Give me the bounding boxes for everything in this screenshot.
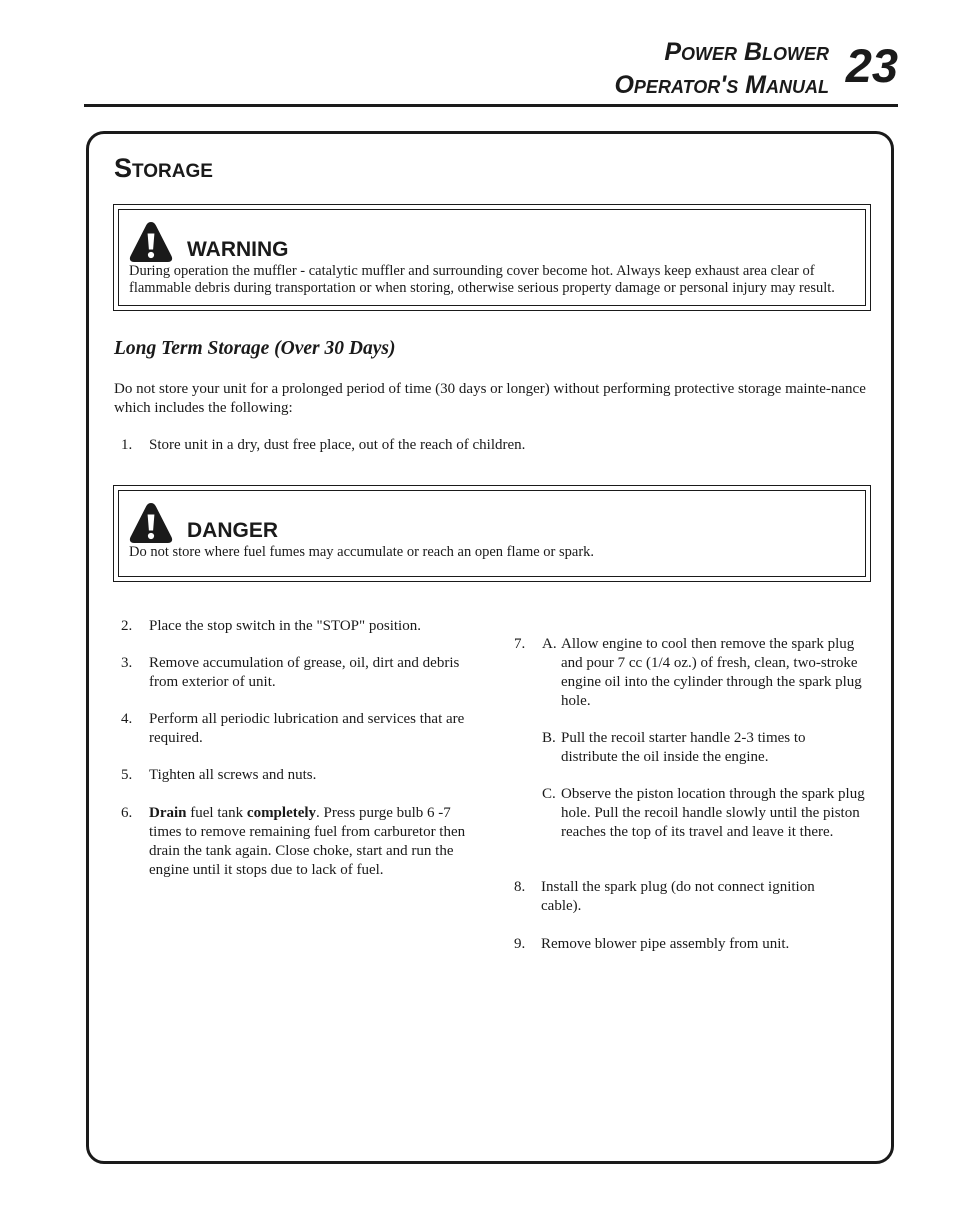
header-divider (84, 104, 898, 107)
substep-letter: C. (542, 786, 556, 802)
step-text: Perform all periodic lubrication and services that are required. (149, 711, 465, 746)
substep-text: Observe the piston location through the spark plug hole. Pull the recoil handle slowly until the piston reaches the top of its travel and leave it there. (561, 786, 865, 840)
substep-text: Allow engine to cool then remove the spark plug and pour 7 cc (1/4 oz.) of fresh, clean, two-stroke engine oil into the cylinder through the spark plug hole. (561, 636, 862, 709)
page-number: 23 (845, 39, 898, 92)
step-number: 8. (514, 879, 526, 895)
step-number: 9. (514, 936, 526, 952)
step-text: Store unit in a dry, dust free place, out of the reach of children. (149, 437, 526, 453)
warning-inner (118, 209, 866, 306)
step-text: Remove accumulation of grease, oil, dirt and debris from exterior of unit. (149, 655, 460, 690)
warning-triangle-icon (129, 502, 173, 544)
step-number: 2. (121, 618, 133, 634)
step-text: Install the spark plug (do not connect ignition cable). (541, 879, 815, 914)
danger-text: Do not store where fuel fumes may accumulate or reach an open flame or spark. (129, 544, 595, 560)
manual-title-line2: Operator's Manual (614, 71, 829, 99)
step-number: 5. (121, 767, 133, 783)
step-number: 7. (514, 636, 526, 652)
warning-header (129, 221, 859, 263)
warning-box (113, 204, 871, 311)
manual-title (614, 36, 829, 102)
danger-header (129, 502, 859, 544)
step-text: Place the stop switch in the "STOP" position. (149, 618, 421, 634)
substep-letter: A. (542, 636, 557, 652)
warning-text: During operation the muffler - catalytic muffler and surrounding cover become hot. Always keep exhaust area clear of flammable debris during transportation or when storing, otherwise serious property damage or personal injury may result. (129, 263, 835, 296)
step-bold-completely: completely (246, 805, 317, 821)
step-text: Tighten all screws and nuts. (149, 767, 317, 783)
long-term-storage-intro: Do not store your unit for a prolonged period of time (30 days or longer) without performing protective storage mainte-nance which includes the following: (114, 381, 866, 416)
danger-title: DANGER (187, 519, 279, 542)
step-text (149, 804, 483, 880)
manual-title-line1: Power Blower (664, 38, 829, 66)
substep-letter: B. (542, 730, 556, 746)
danger-inner (118, 490, 866, 577)
warning-triangle-icon (129, 221, 173, 263)
long-term-storage-heading: Long Term Storage (Over 30 Days) (114, 338, 396, 359)
step-number: 3. (121, 655, 133, 671)
danger-box (113, 485, 871, 582)
step-text: Remove blower pipe assembly from unit. (541, 936, 790, 952)
step-number: 4. (121, 711, 133, 727)
section-title: Storage (114, 153, 213, 183)
step-number: 6. (121, 805, 133, 821)
step-text-part1: fuel tank (186, 805, 247, 821)
step-bold-drain: Drain (149, 805, 187, 821)
step-text-part2: . Press purge bulb 6 -7 times to remove remaining fuel from carburetor then drain the tank again. Close choke, start and run the engine until it stops due to lack of fuel. (149, 805, 466, 878)
substep-text: Pull the recoil starter handle 2-3 times to distribute the oil inside the engine. (561, 730, 806, 765)
warning-title: WARNING (187, 238, 289, 261)
step-number: 1. (121, 437, 133, 453)
